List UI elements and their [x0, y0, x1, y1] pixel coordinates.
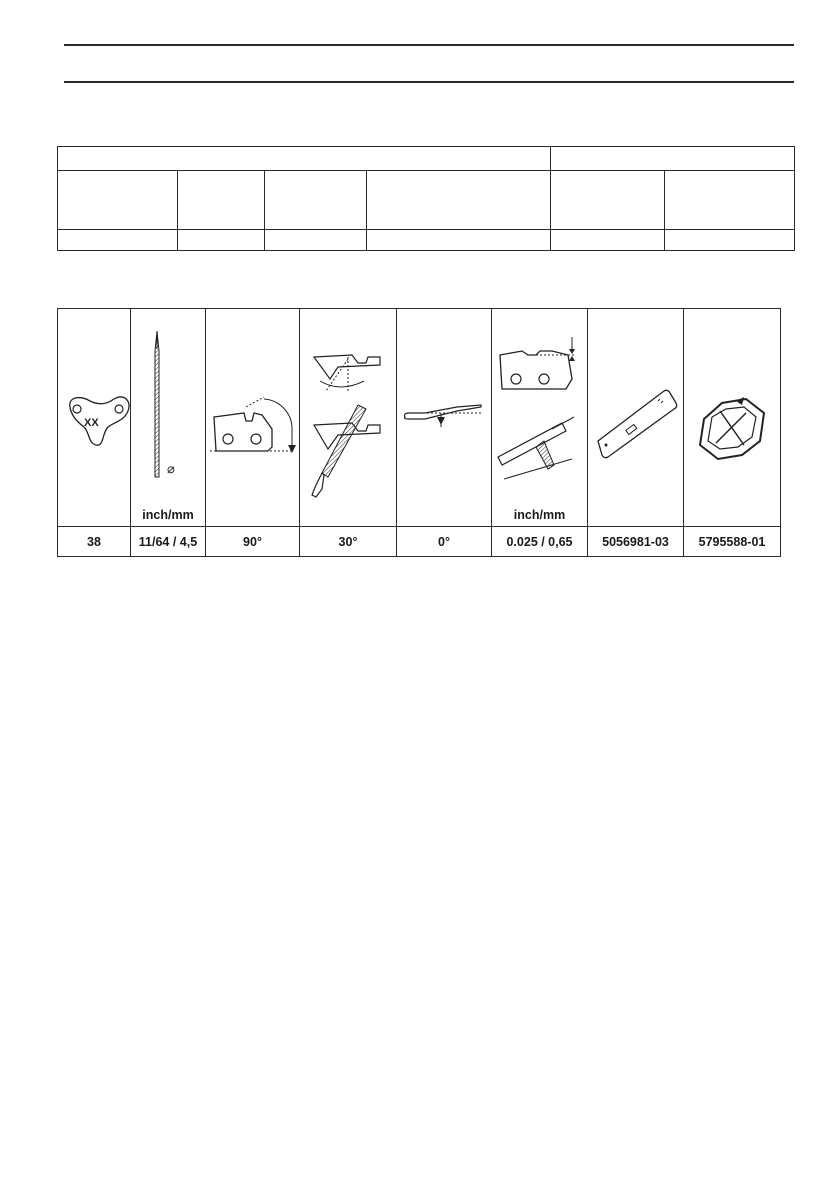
diameter-symbol: ⌀: [167, 461, 175, 476]
spec-header-right: [551, 147, 795, 171]
file-guide-icon: [684, 309, 780, 526]
depth-gauge-value: 0.025 / 0,65: [492, 527, 588, 557]
spec-cell-6: [665, 230, 795, 251]
spec-col-5: [551, 171, 665, 230]
file-guide-part-number: 5795588-01: [684, 527, 781, 557]
filing-angle-value: 30°: [300, 527, 397, 557]
tool-cell-drive-link: [58, 309, 131, 527]
spec-col-3: [265, 171, 367, 230]
spec-header-left: [58, 147, 551, 171]
tool-cell-cutting-angle: [397, 309, 492, 527]
tool-cell-file: [131, 309, 206, 527]
drive-link-marking-icon: [58, 309, 130, 526]
spec-cell-5: [551, 230, 665, 251]
spec-col-4: [367, 171, 551, 230]
file-unit-label: inch/mm: [142, 508, 194, 522]
header-rule-bottom: [64, 81, 794, 83]
drive-link-value: 38: [58, 527, 131, 557]
drive-link-marking: XX: [84, 417, 99, 429]
spec-col-1: [58, 171, 178, 230]
tool-cell-filing-angle: [300, 309, 397, 527]
tool-cell-file-guide: [684, 309, 781, 527]
header-rule-top: [64, 44, 794, 46]
depth-gauge-tool-icon: [588, 309, 683, 526]
spec-col-6: [665, 171, 795, 230]
file-diameter-value: 11/64 / 4,5: [131, 527, 206, 557]
chain-spec-table: [57, 146, 795, 251]
gauge-tool-part-number: 5056981-03: [588, 527, 684, 557]
tool-cell-holding-angle: [206, 309, 300, 527]
file-holding-angle-icon: [206, 309, 299, 526]
holding-angle-value: 90°: [206, 527, 300, 557]
depth-gauge-icon: [492, 309, 587, 526]
spec-cell-2: [178, 230, 265, 251]
cutting-angle-value: 0°: [397, 527, 492, 557]
cutting-angle-icon: [397, 309, 491, 526]
spec-col-2: [178, 171, 265, 230]
depth-gauge-unit-label: inch/mm: [513, 508, 566, 522]
tool-cell-gauge-tool: [588, 309, 684, 527]
spec-cell-4: [367, 230, 551, 251]
filing-angle-icon: [300, 309, 396, 526]
round-file-icon: [131, 309, 205, 526]
spec-cell-1: [58, 230, 178, 251]
sharpening-tool-table: [57, 308, 781, 557]
tool-cell-depth-gauge: [492, 309, 588, 527]
spec-cell-3: [265, 230, 367, 251]
